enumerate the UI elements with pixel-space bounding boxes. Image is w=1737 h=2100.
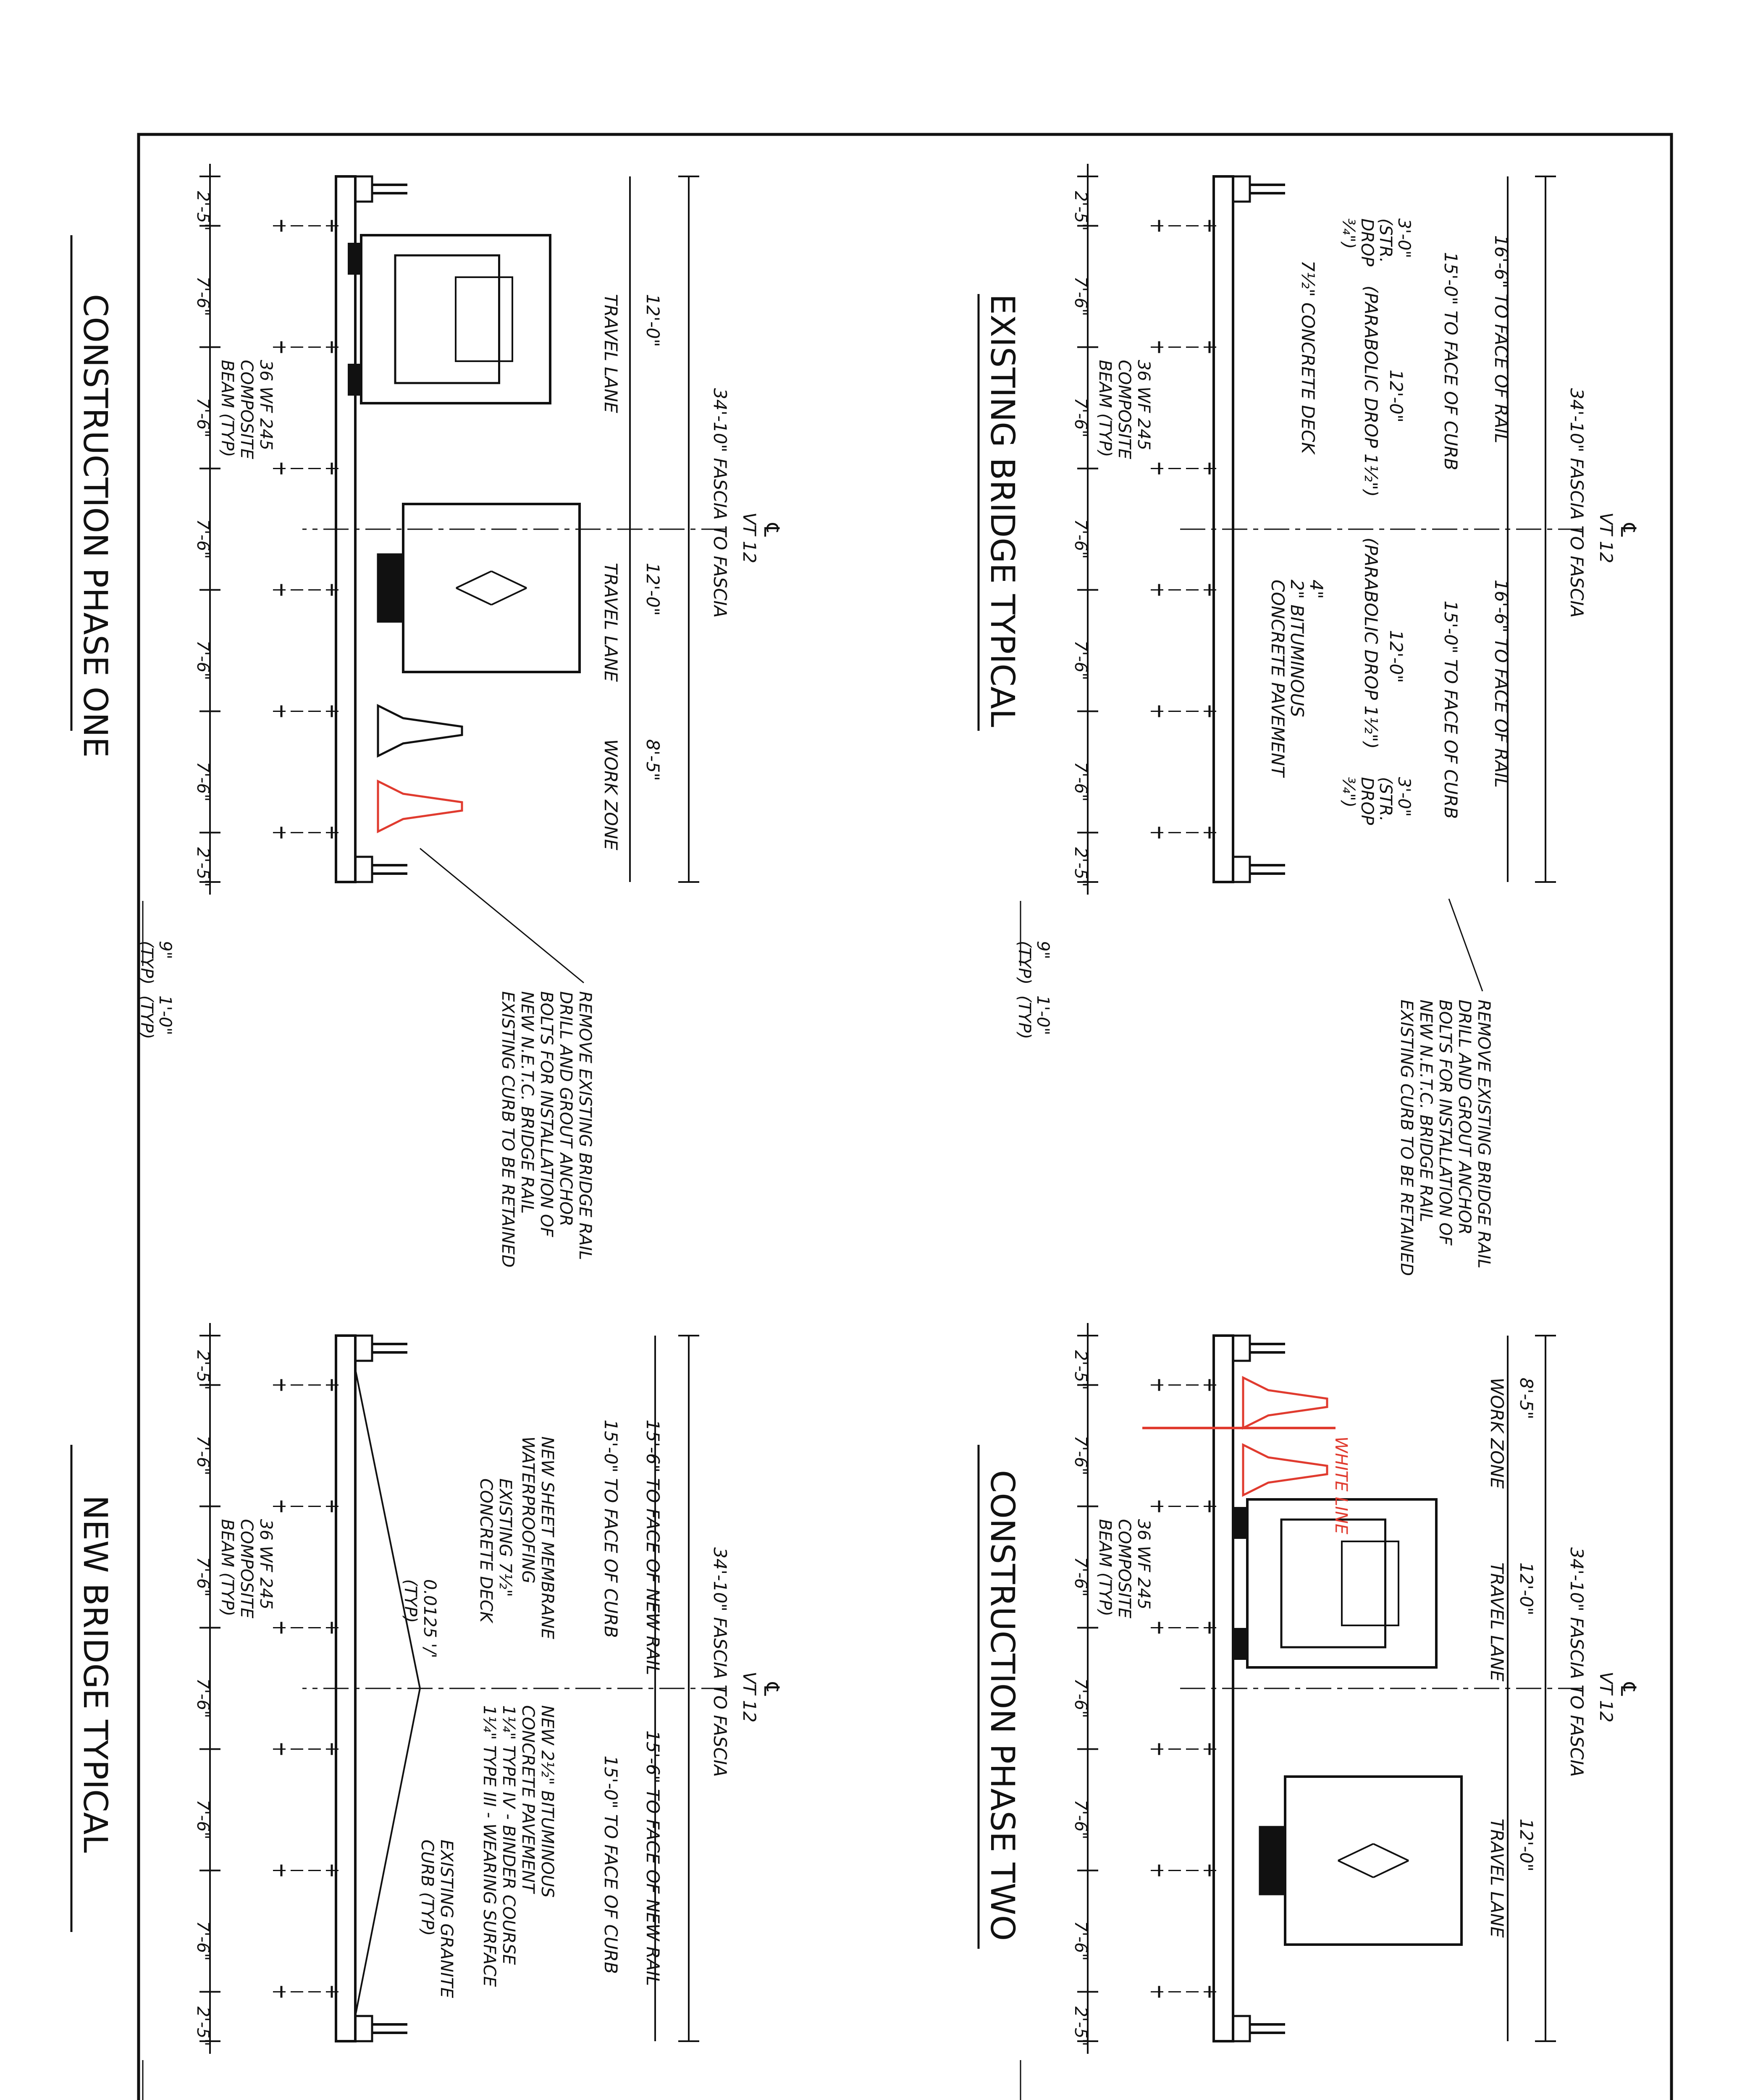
existing-composite-beam-label: COMPOSITE — [1115, 360, 1134, 459]
existing-typ9-label: (TYP) — [1015, 941, 1034, 985]
phase1-trailer-diamond — [456, 588, 491, 605]
phase1-bottom-dim-label: 7'-6" — [193, 519, 213, 559]
phase1-composite-beam-label: 36 WF 245 — [256, 360, 276, 451]
existing-lane-dim-label: 12'-0" — [1386, 370, 1406, 423]
phase1-bottom-dim-label: 7'-6" — [193, 640, 213, 680]
phase1-rail-note: DRILL AND GROUT ANCHOR — [556, 991, 575, 1226]
phase2-truck-wheel — [1235, 1629, 1247, 1659]
existing-bituminous-note: 2" BITUMINOUS — [1287, 580, 1307, 717]
existing-str-drop-left: DROP — [1357, 218, 1377, 267]
phase2-composite-beam-label: BEAM (TYP) — [1095, 1519, 1115, 1617]
phase2-trailer-hitch — [1260, 1827, 1285, 1894]
existing-bottom-dim-label: 7'-6" — [1071, 398, 1090, 438]
existing-bottom-dim-label: 2'-5" — [1071, 847, 1090, 887]
phase2-vt12-label: VT 12 — [1596, 1672, 1616, 1723]
newbridge-rail-dim-label: 15'-6" TO FACE OF NEW RAIL — [643, 1420, 663, 1675]
phase1-curb — [355, 857, 372, 882]
newbridge-membrane-note: NEW SHEET MEMBRANE — [538, 1436, 557, 1639]
newbridge-curb-dim-label: 15'-0" TO FACE OF CURB — [601, 1420, 621, 1638]
phase2-bottom-dim-label: 7'-6" — [1071, 1678, 1090, 1718]
existing-bottom-dim-label: 7'-6" — [1071, 276, 1090, 316]
newbridge-crown — [355, 1369, 420, 2016]
newbridge-pavement-note: 1¼" TYPE III - WEARING SURFACE — [480, 1705, 499, 1987]
newbridge-bottom-dim-label: 2'-5" — [193, 1350, 213, 1390]
existing-fascia-dim-label: 34'-10" FASCIA TO FASCIA — [1566, 388, 1587, 618]
phase1-typ1-label: (TYP) — [137, 995, 156, 1040]
phase1-lane-dim-label: 12'-0" — [643, 563, 663, 616]
newbridge-centerline-symbol: ℄ — [759, 1683, 784, 1696]
newbridge-granite-note: EXISTING GRANITE — [437, 1840, 456, 1998]
phase2-truck-hood — [1281, 1520, 1385, 1647]
newbridge-bottom-dim-label: 7'-6" — [193, 1557, 213, 1597]
existing-bottom-dim-label: 7'-6" — [1071, 640, 1090, 680]
phase2-lane-dim-label: 12'-0" — [1516, 1819, 1537, 1872]
phase2-bottom-dim-label: 7'-6" — [1071, 1921, 1090, 1961]
phase1-trailer-hitch — [378, 554, 403, 622]
phase2-barrier-red — [1243, 1445, 1327, 1495]
existing-rail-note: NEW N.E.T.C. BRIDGE RAIL — [1416, 1000, 1435, 1222]
existing-vt12-label: VT 12 — [1596, 512, 1616, 564]
existing-bottom-dim-label: 7'-6" — [1071, 519, 1090, 559]
phase1-barrier-red — [378, 781, 462, 832]
newbridge-bottom-dim-label: 7'-6" — [193, 1436, 213, 1475]
phase2-lane-label: WORK ZONE — [1487, 1378, 1507, 1489]
newbridge-slope-note: 0.0125 '/' — [420, 1579, 439, 1659]
existing-rail-leader — [1449, 899, 1482, 991]
phase1-bottom-dim-label: 2'-5" — [193, 847, 213, 887]
phase1-lane-label: WORK ZONE — [601, 739, 621, 850]
newbridge-pavement-note: CONCRETE PAVEMENT — [518, 1705, 538, 1893]
phase1-truck-hood — [395, 255, 499, 383]
phase2-curb — [1233, 1336, 1250, 1361]
phase2-truck-wheel — [1235, 1508, 1247, 1538]
phase1-fascia-dim-label: 34'-10" FASCIA TO FASCIA — [710, 388, 730, 618]
phase1-truck-wheel — [349, 365, 361, 395]
newbridge-title: NEW BRIDGE TYPICAL — [76, 1495, 114, 1853]
newbridge-bottom-dim-label: 7'-6" — [193, 1921, 213, 1961]
phase2-bottom-dim-label: 2'-5" — [1071, 1350, 1090, 1390]
newbridge-membrane-note: WATERPROOFING — [518, 1436, 538, 1584]
phase2-curb — [1233, 2016, 1250, 2041]
phase2-trailer-diamond — [1373, 1844, 1409, 1861]
phase1-typ9-label: 9" — [155, 941, 175, 959]
existing-deck-note: 7½" CONCRETE DECK — [1298, 260, 1318, 454]
phase1-barrier — [378, 706, 462, 756]
phase1-typ1-label: 1'-0" — [155, 995, 175, 1035]
phase2-composite-beam-label: COMPOSITE — [1115, 1519, 1134, 1619]
phase2-bottom-dim-label: 7'-6" — [1071, 1799, 1090, 1840]
newbridge-curb — [355, 1336, 372, 1361]
phase2-truck-windshield — [1342, 1541, 1399, 1625]
existing-composite-beam-label: 36 WF 245 — [1134, 360, 1153, 451]
phase1-composite-beam-label: COMPOSITE — [237, 360, 256, 459]
existing-str-drop-left: (STR. — [1376, 218, 1395, 263]
existing-composite-beam-label: BEAM (TYP) — [1095, 360, 1115, 457]
existing-typ9-label: 9" — [1033, 941, 1052, 959]
phase2-composite-beam-label: 36 WF 245 — [1134, 1519, 1153, 1610]
existing-str-drop-left: 3'-0" — [1394, 218, 1414, 258]
phase1-typ9-label: (TYP) — [137, 941, 156, 985]
phase1-trailer-diamond — [491, 571, 527, 588]
existing-centerline-symbol: ℄ — [1616, 523, 1640, 537]
phase2-barrier-red — [1243, 1378, 1327, 1428]
phase2-bottom-dim-label: 7'-6" — [1071, 1436, 1090, 1475]
existing-bottom-dim-label: 7'-6" — [1071, 761, 1090, 802]
existing-parabolic-label: (PARABOLIC DROP 1½") — [1361, 286, 1381, 497]
phase1-lane-dim-label: 12'-0" — [643, 294, 663, 347]
newbridge-deck-note: EXISTING 7½" — [496, 1478, 515, 1597]
existing-curb-dim-label: 15'-0" TO FACE OF CURB — [1441, 252, 1461, 470]
phase1-curb — [355, 176, 372, 202]
existing-lane-dim-label: 12'-0" — [1386, 630, 1406, 683]
existing-str-drop-right: (STR. — [1376, 777, 1395, 822]
phase2-trailer-diamond — [1373, 1861, 1409, 1877]
newbridge-curb-dim-label: 15'-0" TO FACE OF CURB — [601, 1756, 621, 1974]
phase1-composite-beam-label: BEAM (TYP) — [218, 360, 237, 457]
existing-typ1-label: (TYP) — [1015, 995, 1034, 1040]
phase1-bottom-dim-label: 2'-5" — [193, 191, 213, 231]
existing-parabolic-label: (PARABOLIC DROP 1½") — [1361, 538, 1381, 749]
newbridge-composite-beam-label: BEAM (TYP) — [218, 1519, 237, 1617]
phase2-lane-label: TRAVEL LANE — [1487, 1562, 1507, 1682]
existing-rail-note: BOLTS FOR INSTALLATION OF — [1435, 1000, 1455, 1246]
newbridge-deck-note: CONCRETE DECK — [476, 1478, 496, 1622]
phase2-title: CONSTRUCTION PHASE TWO — [983, 1470, 1021, 1941]
existing-str-drop-right: DROP — [1357, 777, 1377, 825]
phase2-bottom-dim-label: 2'-5" — [1071, 2006, 1090, 2046]
existing-str-drop-right: ¾") — [1339, 777, 1358, 808]
phase1-title: CONSTRUCTION PHASE ONE — [76, 294, 114, 758]
existing-str-drop-left: ¾") — [1339, 218, 1358, 249]
existing-curb-dim-label: 15'-0" TO FACE OF CURB — [1441, 601, 1461, 819]
newbridge-curb — [355, 2016, 372, 2041]
newbridge-granite-note: CURB (TYP) — [417, 1840, 437, 1936]
newbridge-vt12-label: VT 12 — [739, 1672, 760, 1723]
newbridge-slope-note: (TYP) — [401, 1579, 420, 1623]
phase1-rail-note: NEW N.E.T.C. BRIDGE RAIL — [517, 991, 537, 1214]
phase2-bottom-dim-label: 7'-6" — [1071, 1557, 1090, 1597]
phase1-bottom-dim-label: 7'-6" — [193, 276, 213, 316]
phase2-lane-label: TRAVEL LANE — [1487, 1819, 1507, 1938]
phase2-lane-dim-label: 12'-0" — [1516, 1562, 1537, 1616]
phase1-bottom-dim-label: 7'-6" — [193, 761, 213, 802]
phase1-lane-label: TRAVEL LANE — [601, 563, 621, 682]
existing-curb — [1233, 176, 1250, 202]
existing-curb — [1233, 857, 1250, 882]
phase1-rail-leader — [420, 848, 584, 983]
phase2-lane-dim-label: 8'-5" — [1516, 1378, 1537, 1420]
phase1-centerline-symbol: ℄ — [759, 523, 784, 537]
existing-rail-dim-label: 16'-6" TO FACE OF RAIL — [1491, 580, 1511, 788]
phase1-vt12-label: VT 12 — [739, 512, 760, 564]
existing-bituminous-note: CONCRETE PAVEMENT — [1267, 580, 1288, 777]
existing-bottom-dim-label: 2'-5" — [1071, 191, 1090, 231]
phase2-trailer-diamond — [1338, 1861, 1373, 1877]
phase1-truck-windshield — [456, 277, 512, 361]
phase2-trailer-body — [1285, 1777, 1461, 1945]
newbridge-pavement-note: NEW 2½" BITUMINOUS — [538, 1705, 557, 1898]
existing-str-drop-right: 3'-0" — [1394, 777, 1414, 817]
newbridge-rail-dim-label: 15'-6" TO FACE OF NEW RAIL — [643, 1730, 663, 1986]
phase2-fascia-dim-label: 34'-10" FASCIA TO FASCIA — [1566, 1547, 1587, 1777]
phase2-white-line-label: WHITE LINE — [1331, 1436, 1351, 1535]
newbridge-fascia-dim-label: 34'-10" FASCIA TO FASCIA — [710, 1547, 730, 1777]
phase2-trailer-diamond — [1338, 1844, 1373, 1861]
phase1-lane-dim-label: 8'-5" — [643, 739, 663, 781]
phase1-trailer-diamond — [491, 588, 527, 605]
existing-rail-dim-label: 16'-6" TO FACE OF RAIL — [1491, 235, 1511, 444]
existing-rail-note: REMOVE EXISTING BRIDGE RAIL — [1474, 1000, 1493, 1269]
newbridge-pavement-note: 1¼" TYPE IV - BINDER COURSE — [499, 1705, 518, 1965]
newbridge-bottom-dim-label: 7'-6" — [193, 1799, 213, 1840]
phase1-bottom-dim-label: 7'-6" — [193, 398, 213, 438]
phase1-trailer-diamond — [456, 571, 491, 588]
newbridge-bottom-dim-label: 2'-5" — [193, 2006, 213, 2046]
phase1-truck-wheel — [349, 244, 361, 274]
newbridge-composite-beam-label: 36 WF 245 — [256, 1519, 276, 1610]
existing-typ1-label: 1'-0" — [1033, 995, 1052, 1035]
existing-rail-note: DRILL AND GROUT ANCHOR — [1455, 1000, 1474, 1235]
existing-bituminous-note: 4" — [1306, 580, 1327, 599]
existing-rail-note: EXISTING CURB TO BE RETAINED — [1397, 1000, 1416, 1276]
newbridge-composite-beam-label: COMPOSITE — [237, 1519, 256, 1619]
newbridge-bottom-dim-label: 7'-6" — [193, 1678, 213, 1718]
phase1-rail-note: EXISTING CURB TO BE RETAINED — [498, 991, 517, 1268]
phase1-lane-label: TRAVEL LANE — [601, 294, 621, 413]
phase2-centerline-symbol: ℄ — [1616, 1683, 1640, 1696]
phase1-rail-note: REMOVE EXISTING BRIDGE RAIL — [575, 991, 595, 1260]
existing-title: EXISTING BRIDGE TYPICAL — [983, 294, 1021, 727]
phase1-rail-note: BOLTS FOR INSTALLATION OF — [537, 991, 556, 1237]
